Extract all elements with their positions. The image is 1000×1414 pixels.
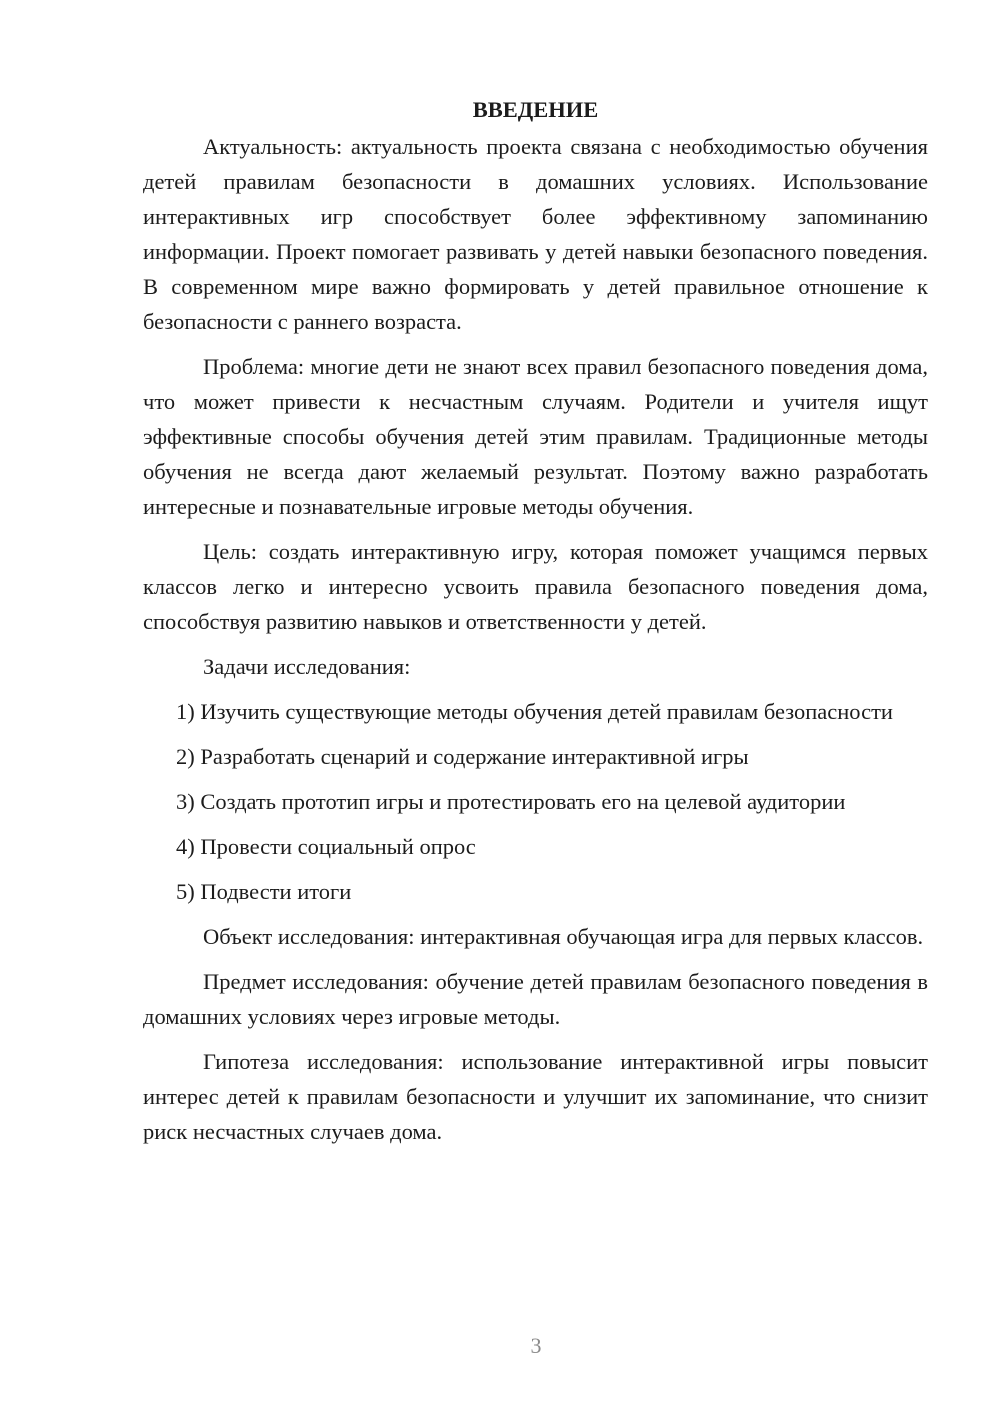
list-item: 4) Провести социальный опрос <box>176 834 476 859</box>
paragraph-hypothesis: Гипотеза исследования: использование интерактивной игры повысит интерес детей к правилам безопасности и улучшит их запоминание, что снизит риск несчастных случаев дома. <box>143 1049 928 1144</box>
page-number: 3 <box>530 1333 542 1358</box>
list-item: 1) Изучить существующие методы обучения детей правилам безопасности <box>176 699 893 724</box>
paragraph-relevance: Актуальность: актуальность проекта связана с необходимостью обучения детей правилам безопасности в домашних условиях. Использование интерактивных игр способствует более эффективному запоминанию информации. Проект помогает развивать у детей навыки безопасного поведения. В современном мире важно формировать у детей правильное отношение к безопасности с раннего возраста. <box>143 134 928 334</box>
list-item: 3) Создать прототип игры и протестировать его на целевой аудитории <box>176 789 846 814</box>
tasks-label: Задачи исследования: <box>203 654 411 679</box>
list-item: 5) Подвести итоги <box>176 879 352 904</box>
list-item: 2) Разработать сценарий и содержание интерактивной игры <box>176 744 749 769</box>
page-content <box>143 92 928 1159</box>
paragraph-object: Объект исследования: интерактивная обучающая игра для первых классов. <box>203 924 924 949</box>
paragraph-subject: Предмет исследования: обучение детей правилам безопасного поведения в домашних условиях через игровые методы. <box>143 969 928 1029</box>
section-heading: ВВЕДЕНИЕ <box>472 97 599 122</box>
paragraph-problem: Проблема: многие дети не знают всех правил безопасного поведения дома, что может привести к несчастным случаям. Родители и учителя ищут эффективные способы обучения детей этим правилам. Традиционные методы обучения не всегда дают желаемый результат. Поэтому важно разработать интересные и познавательные игровые методы обучения. <box>143 354 928 519</box>
paragraph-goal: Цель: создать интерактивную игру, которая поможет учащимся первых классов легко и интересно усвоить правила безопасного поведения дома, способствуя развитию навыков и ответственности у детей. <box>143 539 928 634</box>
